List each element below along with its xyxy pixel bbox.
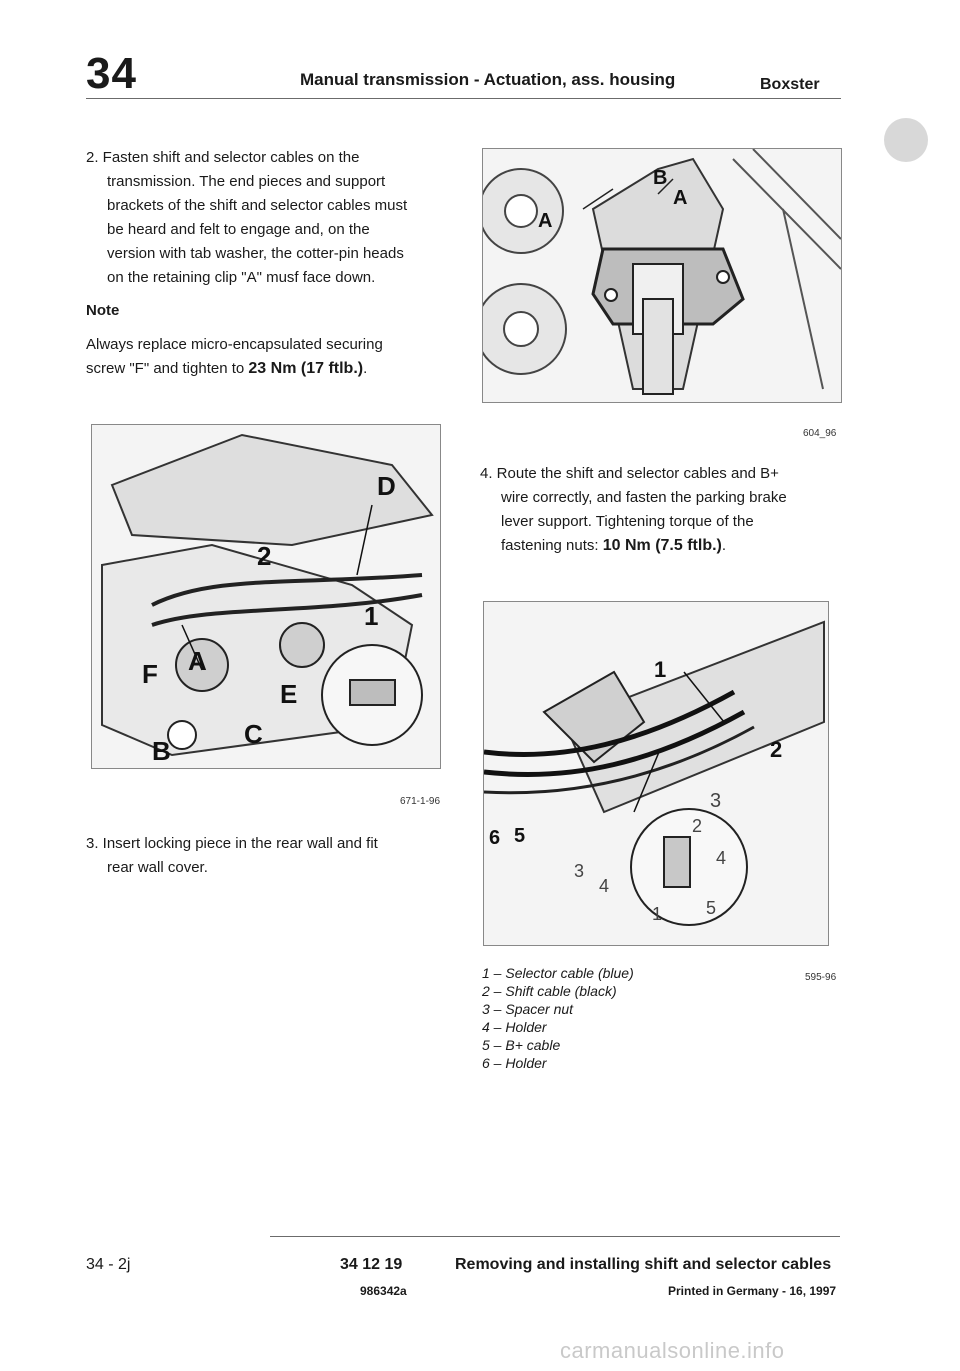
legend-item: 3 – Spacer nut bbox=[482, 1001, 574, 1017]
fig3-label-3: 3 bbox=[710, 790, 722, 812]
fig3-label-2: 2 bbox=[770, 737, 783, 762]
page-number: 34 - 2j bbox=[86, 1256, 131, 1273]
fig3-inset-label-3: 3 bbox=[574, 861, 585, 881]
fig3-inset-label-5: 5 bbox=[706, 898, 717, 918]
fig2-label-1: 1 bbox=[364, 601, 379, 631]
step-2-text bbox=[86, 146, 446, 290]
step-2-line: 2. Fasten shift and selector cables on the bbox=[86, 149, 360, 166]
figure-caption: 604_96 bbox=[803, 428, 837, 439]
note-line bbox=[86, 357, 446, 381]
site-watermark: carmanualsonline.info bbox=[560, 1338, 785, 1363]
fig3-inset-label-4b: 4 bbox=[716, 848, 727, 868]
legend-item: 1 – Selector cable (blue) bbox=[482, 965, 634, 981]
fig1-label-a-left: A bbox=[538, 210, 553, 232]
fig2-label-e: E bbox=[280, 679, 298, 709]
figure-cable-bracket bbox=[482, 148, 842, 403]
note-text: screw "F" and tighten to bbox=[86, 360, 249, 377]
legend-item: 6 – Holder bbox=[482, 1055, 547, 1071]
figure-cable-routing-drawing bbox=[484, 602, 828, 945]
figure-shift-linkage bbox=[91, 424, 441, 769]
step-3-line: 3. Insert locking piece in the rear wall and fit bbox=[86, 835, 378, 852]
figure-shift-linkage-drawing bbox=[92, 425, 440, 768]
margin-marker bbox=[884, 118, 928, 162]
figure-cable-routing bbox=[483, 601, 829, 946]
fig3-label-5: 5 bbox=[514, 825, 526, 847]
legend-item: 5 – B+ cable bbox=[482, 1037, 561, 1053]
step-2-line: brackets of the shift and selector cables must bbox=[107, 197, 408, 214]
legend-item: 2 – Shift cable (black) bbox=[482, 983, 617, 999]
fig1-label-a-right: A bbox=[673, 187, 688, 209]
step-4-line: 4. Route the shift and selector cables and B+ bbox=[480, 465, 779, 482]
procedure-code: 34 12 19 bbox=[340, 1256, 403, 1273]
fig3-inset-label-4: 4 bbox=[599, 876, 610, 896]
step-4-line: lever support. Tightening torque of the bbox=[501, 513, 754, 530]
document-number: 986342a bbox=[360, 1284, 407, 1298]
chapter-number: 34 bbox=[86, 49, 137, 98]
page-title: Manual transmission - Actuation, ass. housing bbox=[300, 70, 676, 89]
step-2-line: be heard and felt to engage and, on the bbox=[107, 221, 370, 238]
model-name: Boxster bbox=[760, 76, 820, 93]
step-2-line: on the retaining clip "A" musf face down. bbox=[107, 269, 376, 286]
step-4-text bbox=[480, 462, 840, 558]
fig3-inset-label-1: 1 bbox=[652, 904, 663, 924]
step-3-line: rear wall cover. bbox=[107, 859, 208, 876]
step-4-line: wire correctly, and fasten the parking brake bbox=[501, 489, 787, 506]
torque-value: 23 Nm (17 ftlb.) bbox=[248, 360, 364, 377]
figure-legend bbox=[482, 964, 634, 1072]
step-4-text-prefix: fastening nuts: bbox=[501, 537, 603, 554]
fig3-label-1: 1 bbox=[654, 657, 667, 682]
torque-value: 10 Nm (7.5 ftlb.) bbox=[602, 537, 722, 554]
step-2-line: transmission. The end pieces and support bbox=[107, 173, 386, 190]
note-body bbox=[86, 333, 446, 381]
fig3-label-6: 6 bbox=[489, 827, 501, 849]
note-text-end: . bbox=[363, 360, 368, 377]
step-4-text-end: . bbox=[721, 537, 727, 554]
procedure-title: Removing and installing shift and selector cables bbox=[455, 1256, 832, 1273]
step-2-line: version with tab washer, the cotter-pin heads bbox=[107, 245, 404, 262]
print-info: Printed in Germany - 16, 1997 bbox=[668, 1284, 837, 1298]
fig2-label-d: D bbox=[377, 471, 396, 501]
fig2-label-a: A bbox=[188, 646, 207, 676]
fig2-label-c: C bbox=[244, 719, 263, 749]
note-heading: Note bbox=[86, 302, 120, 319]
fig1-label-b: B bbox=[653, 167, 668, 189]
fig2-label-b: B bbox=[152, 736, 171, 766]
figure-caption: 595-96 bbox=[805, 972, 837, 983]
footer-divider bbox=[270, 1236, 840, 1237]
fig3-inset-label-2: 2 bbox=[692, 816, 703, 836]
step-4-line bbox=[480, 534, 840, 558]
header-divider bbox=[86, 98, 841, 99]
step-3-text bbox=[86, 832, 446, 880]
figure-caption: 671-1-96 bbox=[400, 796, 441, 807]
legend-item: 4 – Holder bbox=[482, 1019, 547, 1035]
note-line: Always replace micro-encapsulated securing bbox=[86, 336, 383, 353]
fig2-label-f: F bbox=[142, 659, 158, 689]
fig2-label-2: 2 bbox=[257, 541, 272, 571]
figure-cable-bracket-drawing bbox=[483, 149, 841, 402]
